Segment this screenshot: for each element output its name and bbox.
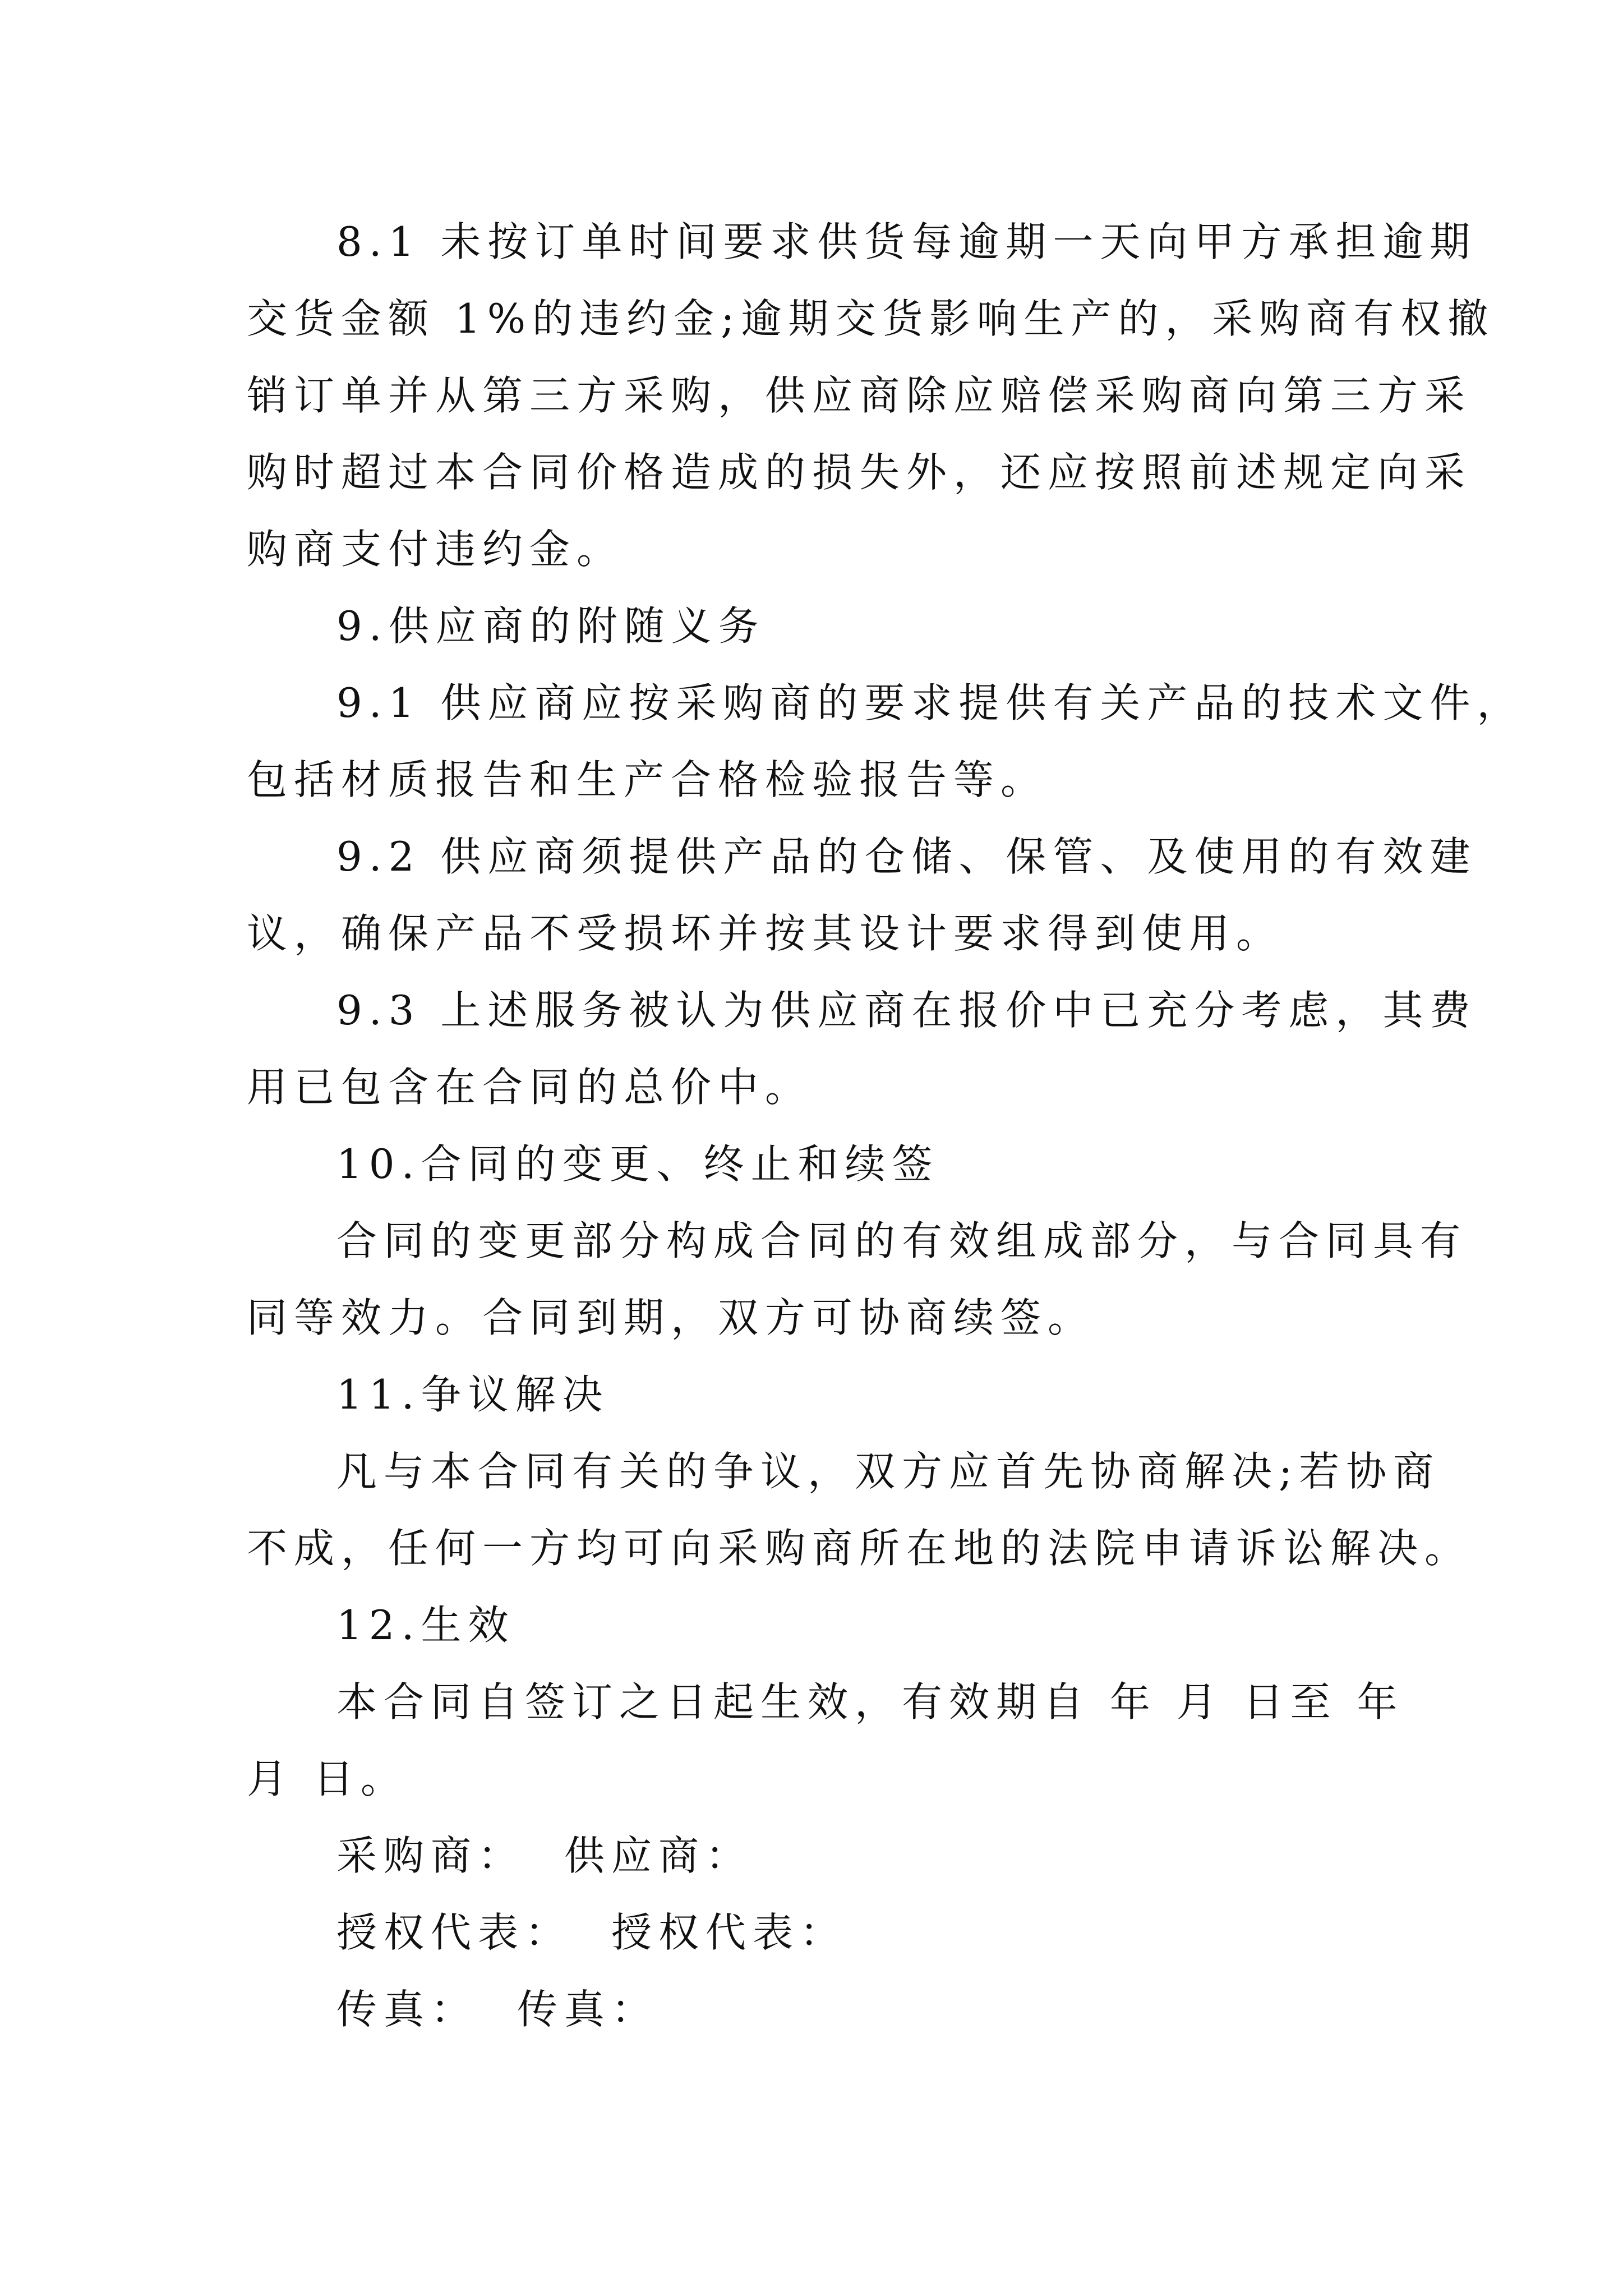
section-12-line-1: 本合同自签订之日起生效，有效期自 年 月 日至 年 <box>336 1678 1404 1726</box>
supplier-representative-label: 授权代表： <box>611 1909 847 1956</box>
supplier-fax-label: 传真： <box>517 1986 659 2033</box>
section-11-heading: 11.争议解决 <box>336 1371 610 1418</box>
section-12-line-2: 月 日。 <box>247 1755 408 1802</box>
section-10-line-1: 合同的变更部分构成合同的有效组成部分，与合同具有 <box>336 1217 1468 1264</box>
signature-row-party <box>336 1832 753 1879</box>
clause-9-1-line-2: 包括材质报告和生产合格检验报告等。 <box>247 756 1048 803</box>
section-9-heading: 9.供应商的附随义务 <box>336 602 766 650</box>
signature-row-fax <box>336 1986 659 2033</box>
buyer-label: 采购商： <box>336 1832 525 1879</box>
clause-9-2-line-2: 议，确保产品不受损坏并按其设计要求得到使用。 <box>247 910 1284 957</box>
clause-8-1-line-5: 购商支付违约金。 <box>247 526 624 573</box>
clause-9-3-line-1: 9.3 上述服务被认为供应商在报价中已充分考虑，其费 <box>336 987 1477 1034</box>
signature-row-representative <box>336 1909 847 1956</box>
clause-8-1-line-4: 购时超过本合同价格造成的损失外，还应按照前述规定向采 <box>247 449 1472 496</box>
section-11-line-2: 不成，任何一方均可向采购商所在地的法院申请诉讼解决。 <box>247 1525 1472 1572</box>
buyer-representative-label: 授权代表： <box>336 1909 573 1956</box>
supplier-label: 供应商： <box>564 1832 753 1879</box>
section-10-heading: 10.合同的变更、终止和续签 <box>336 1140 939 1188</box>
buyer-fax-label: 传真： <box>336 1986 478 2033</box>
clause-8-1-line-3: 销订单并从第三方采购，供应商除应赔偿采购商向第三方采 <box>247 372 1472 419</box>
section-10-line-2: 同等效力。合同到期，双方可协商续签。 <box>247 1294 1095 1341</box>
clause-8-1-line-2: 交货金额 1%的违约金;逾期交货影响生产的，采购商有权撤 <box>247 295 1495 342</box>
section-12-heading: 12.生效 <box>336 1602 515 1649</box>
clause-9-1-line-1: 9.1 供应商应按采购商的要求提供有关产品的技术文件， <box>336 679 1524 726</box>
clause-8-1-line-1: 8.1 未按订单时间要求供货每逾期一天向甲方承担逾期 <box>336 218 1477 265</box>
section-11-line-1: 凡与本合同有关的争议，双方应首先协商解决;若协商 <box>336 1448 1441 1495</box>
clause-9-2-line-1: 9.2 供应商须提供产品的仓储、保管、及使用的有效建 <box>336 833 1477 880</box>
clause-9-3-line-2: 用已包含在合同的总价中。 <box>247 1064 813 1111</box>
